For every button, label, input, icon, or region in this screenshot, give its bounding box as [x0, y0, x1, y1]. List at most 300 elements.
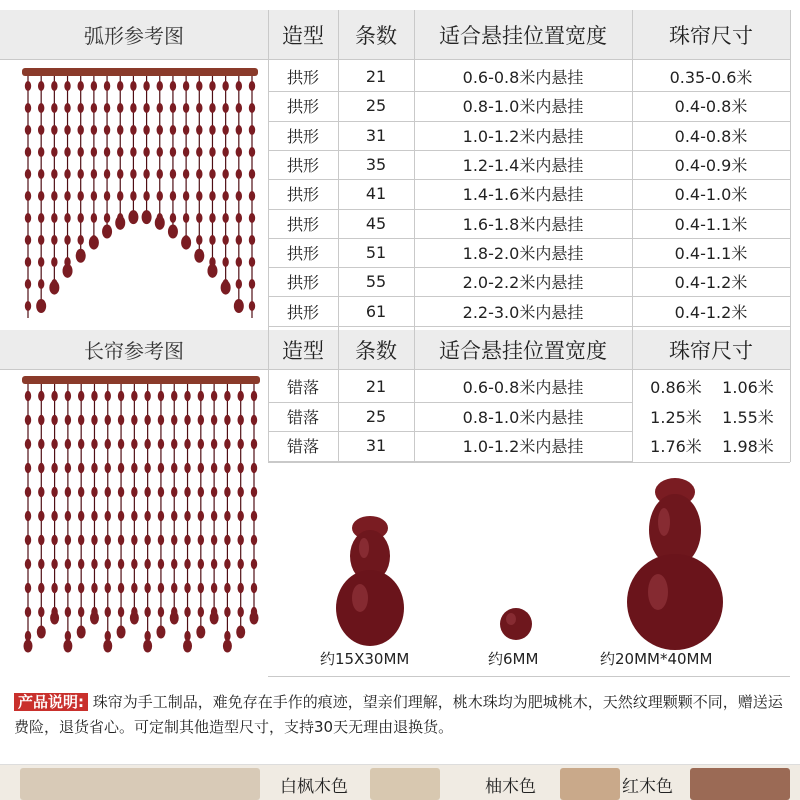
arch-bead — [117, 147, 123, 157]
long-bead — [78, 391, 84, 401]
arch-bead — [91, 103, 97, 113]
arch-row-2-col-2: 25 — [365, 96, 387, 116]
arch-bead — [91, 191, 97, 201]
long-bead — [158, 487, 164, 497]
arch-row-1-col-2: 21 — [365, 67, 387, 87]
arch-bead — [104, 169, 110, 179]
long-row-3-col-1: 错落 — [286, 437, 319, 457]
arch-bead — [249, 103, 255, 113]
arch-bead — [143, 169, 149, 179]
arch-bead — [38, 103, 44, 113]
arch-bead — [38, 257, 44, 267]
arch-bead — [51, 147, 57, 157]
long-row-3-col-2: 31 — [365, 436, 387, 456]
long-bead — [251, 463, 257, 473]
arch-row-6-col-2: 45 — [365, 213, 387, 233]
long-bead — [91, 391, 97, 401]
arch-bead — [64, 191, 70, 201]
large-gourd-bead-image — [620, 474, 730, 652]
arch-end-bead — [142, 210, 152, 224]
arch-row-7-col-1: 拱形 — [286, 243, 319, 263]
long-bead — [158, 607, 164, 617]
arch-bead — [25, 103, 31, 113]
long-bead — [78, 583, 84, 593]
long-bead — [251, 511, 257, 521]
arch-bead — [170, 191, 176, 201]
arch-bead — [25, 279, 31, 289]
arch-bead — [249, 81, 255, 91]
arch-bead — [130, 169, 136, 179]
arch-row-6-col-4: 0.4-1.1米 — [674, 214, 748, 234]
long-bead — [118, 583, 124, 593]
long-bead — [51, 583, 57, 593]
arch-bead — [51, 235, 57, 245]
long-bead — [158, 559, 164, 569]
long-bead — [224, 487, 230, 497]
long-bead — [78, 463, 84, 473]
arch-bead — [170, 103, 176, 113]
arch-end-bead — [155, 216, 165, 230]
arch-bead — [51, 257, 57, 267]
beads-panel-border — [268, 676, 790, 677]
long-bead — [171, 391, 177, 401]
long-row-1-col-1: 错落 — [286, 378, 319, 398]
long-bead — [251, 439, 257, 449]
long-bead — [251, 583, 257, 593]
arch-row-1-col-3: 0.6-0.8米内悬挂 — [462, 68, 584, 88]
arch-bead — [25, 301, 31, 311]
long-row-2-size-2: 1.55米 — [722, 407, 774, 427]
long-bead — [118, 415, 124, 425]
long-bead — [25, 415, 31, 425]
arch-bead — [183, 213, 189, 223]
long-bead — [184, 439, 190, 449]
swatch-redwood — [690, 768, 790, 800]
long-bead — [144, 511, 150, 521]
long-bead — [25, 487, 31, 497]
arch-bead — [143, 103, 149, 113]
arch-row-1-col-4: 0.35-0.6米 — [669, 68, 753, 88]
arch-bead — [236, 235, 242, 245]
long-bead — [131, 559, 137, 569]
long-bead — [131, 487, 137, 497]
long-bead — [65, 415, 71, 425]
arch-row-divider — [268, 326, 790, 327]
arch-bead — [222, 235, 228, 245]
arch-bead — [209, 235, 215, 245]
arch-bead — [196, 235, 202, 245]
long-bead — [158, 583, 164, 593]
long-bead — [131, 583, 137, 593]
arch-row-4-col-2: 35 — [365, 155, 387, 175]
long-bead — [144, 487, 150, 497]
arch-bead — [91, 169, 97, 179]
long-row-1-size-2: 1.06米 — [722, 378, 774, 398]
long-bead — [251, 415, 257, 425]
long-bead — [238, 415, 244, 425]
arch-bead — [249, 169, 255, 179]
arch-bead — [249, 301, 255, 311]
arch-bead — [78, 213, 84, 223]
long-bead — [38, 463, 44, 473]
long-row-3-col-3: 1.0-1.2米内悬挂 — [462, 437, 584, 457]
long-bead — [184, 415, 190, 425]
long-row-1-col-2: 21 — [365, 377, 387, 397]
arch-bead — [25, 81, 31, 91]
arch-bead — [222, 257, 228, 267]
long-row-2-col-3: 0.8-1.0米内悬挂 — [462, 407, 584, 427]
arch-end-bead — [128, 210, 138, 224]
arch-bead — [38, 279, 44, 289]
long-col-divider — [268, 330, 269, 462]
long-bead — [25, 439, 31, 449]
long-end-bead — [250, 612, 259, 625]
arch-row-4-col-3: 1.2-1.4米内悬挂 — [462, 156, 584, 176]
long-bead — [105, 535, 111, 545]
long-bead — [238, 487, 244, 497]
long-end-bead — [90, 612, 99, 625]
arch-bead — [51, 213, 57, 223]
long-bead — [38, 583, 44, 593]
long-bead — [144, 391, 150, 401]
arch-bead — [104, 125, 110, 135]
color-option-teak[interactable]: 柚木色 — [485, 777, 536, 797]
arch-bead — [209, 169, 215, 179]
arch-bead — [143, 81, 149, 91]
long-bead — [105, 511, 111, 521]
long-bead — [251, 559, 257, 569]
long-bead — [158, 439, 164, 449]
long-bead — [91, 439, 97, 449]
long-bead — [198, 559, 204, 569]
swatch-teak — [560, 768, 620, 800]
long-bead — [38, 439, 44, 449]
arch-row-4-col-1: 拱形 — [286, 156, 319, 176]
long-bead — [78, 607, 84, 617]
arch-bead — [91, 125, 97, 135]
long-bead — [198, 391, 204, 401]
long-bead — [238, 559, 244, 569]
color-option-redwood[interactable]: 红木色 — [622, 777, 673, 797]
long-bead — [51, 391, 57, 401]
long-bead — [65, 463, 71, 473]
long-bead — [171, 511, 177, 521]
arch-col-divider — [632, 10, 633, 330]
arch-bead — [64, 169, 70, 179]
arch-bead — [222, 81, 228, 91]
long-end-bead — [143, 640, 152, 653]
arch-bead — [209, 125, 215, 135]
long-bead — [171, 559, 177, 569]
long-bead — [158, 511, 164, 521]
long-bead — [25, 583, 31, 593]
long-bead — [131, 511, 137, 521]
arch-row-7-col-4: 0.4-1.1米 — [674, 243, 748, 263]
long-bead — [238, 391, 244, 401]
arch-bead — [64, 213, 70, 223]
long-bead — [224, 391, 230, 401]
arch-header-count: 条数 — [355, 24, 397, 48]
long-bead — [118, 607, 124, 617]
long-bead — [118, 511, 124, 521]
arch-row-5-col-4: 0.4-1.0米 — [674, 185, 748, 205]
long-bead — [184, 535, 190, 545]
arch-row-6-col-3: 1.6-1.8米内悬挂 — [462, 214, 584, 234]
description-text: 珠帘为手工制品，难免存在手作的痕迹，望亲们理解，桃木珠均为肥城桃木，天然纹理颗颗不同，赠送运费险，退货省心。可定制其他造型尺寸，支持30天无理由退换货。 — [14, 693, 783, 736]
long-bead — [171, 583, 177, 593]
long-bead — [198, 439, 204, 449]
arch-bead — [130, 191, 136, 201]
arch-row-6-col-1: 拱形 — [286, 214, 319, 234]
arch-bead — [249, 125, 255, 135]
long-bead — [198, 607, 204, 617]
long-end-bead — [196, 626, 205, 639]
arch-row-5-col-3: 1.4-1.6米内悬挂 — [462, 185, 584, 205]
arch-bead — [170, 125, 176, 135]
arch-row-3-col-3: 1.0-1.2米内悬挂 — [462, 126, 584, 146]
long-bead — [198, 487, 204, 497]
long-bead — [25, 391, 31, 401]
long-bead — [131, 415, 137, 425]
arch-bead — [170, 169, 176, 179]
arch-bead — [51, 81, 57, 91]
long-header-count: 条数 — [355, 339, 397, 363]
arch-row-3-col-1: 拱形 — [286, 126, 319, 146]
arch-bead — [196, 81, 202, 91]
long-bead — [211, 511, 217, 521]
arch-bead — [25, 235, 31, 245]
arch-bead — [91, 147, 97, 157]
arch-bead — [222, 125, 228, 135]
long-bead — [65, 391, 71, 401]
long-bead — [171, 535, 177, 545]
long-row-2-col-2: 25 — [365, 406, 387, 426]
long-row-2-size-1: 1.25米 — [650, 407, 702, 427]
long-bead — [238, 439, 244, 449]
long-row-1-col-3: 0.6-0.8米内悬挂 — [462, 378, 584, 398]
arch-bead — [157, 191, 163, 201]
arch-end-bead — [194, 249, 204, 263]
arch-col-divider — [790, 10, 791, 330]
long-bead — [51, 487, 57, 497]
long-bead — [38, 607, 44, 617]
color-option-white-maple[interactable]: 白枫木色 — [280, 777, 348, 797]
arch-end-bead — [168, 225, 178, 239]
arch-end-bead — [115, 216, 125, 230]
long-bead — [105, 583, 111, 593]
long-end-bead — [130, 612, 139, 625]
arch-end-bead — [181, 236, 191, 250]
long-bead — [224, 415, 230, 425]
long-section-title: 长帘参考图 — [0, 330, 268, 370]
long-bead — [238, 511, 244, 521]
long-bead — [91, 487, 97, 497]
arch-bead — [64, 147, 70, 157]
long-bead — [144, 463, 150, 473]
arch-bead — [130, 81, 136, 91]
arch-bead — [196, 103, 202, 113]
long-bead — [144, 607, 150, 617]
long-bead — [65, 535, 71, 545]
long-end-bead — [223, 640, 232, 653]
arch-bead — [38, 125, 44, 135]
long-bead — [211, 583, 217, 593]
long-bead — [105, 439, 111, 449]
arch-bead — [51, 169, 57, 179]
arch-bead — [222, 213, 228, 223]
arch-bead — [183, 125, 189, 135]
long-end-bead — [24, 640, 33, 653]
long-curtain-image — [18, 374, 264, 664]
long-bead — [51, 559, 57, 569]
arch-bead — [78, 81, 84, 91]
long-bead — [144, 559, 150, 569]
arch-bead — [117, 169, 123, 179]
long-bead — [238, 583, 244, 593]
arch-bead — [25, 213, 31, 223]
long-bead — [131, 463, 137, 473]
small-bead-caption: 约15X30MM — [320, 650, 410, 668]
long-bead — [224, 439, 230, 449]
long-bead — [38, 511, 44, 521]
arch-bead — [51, 103, 57, 113]
long-bead — [211, 487, 217, 497]
long-bead — [224, 559, 230, 569]
long-header-width: 适合悬挂位置宽度 — [439, 339, 607, 363]
arch-row-8-col-4: 0.4-1.2米 — [674, 273, 748, 293]
arch-bead — [183, 147, 189, 157]
long-row-1-size-1: 0.86米 — [650, 378, 702, 398]
arch-row-9-col-2: 61 — [365, 301, 387, 321]
long-row-3-size-2: 1.98米 — [722, 437, 774, 457]
long-bead — [211, 391, 217, 401]
arch-bead — [143, 125, 149, 135]
long-bead — [184, 559, 190, 569]
arch-bead — [236, 191, 242, 201]
long-bead — [171, 487, 177, 497]
long-bead — [224, 607, 230, 617]
long-bead — [105, 463, 111, 473]
long-header-size: 珠帘尺寸 — [669, 339, 753, 363]
long-bead — [25, 463, 31, 473]
arch-bead — [143, 191, 149, 201]
arch-end-bead — [234, 299, 244, 313]
long-bead — [224, 535, 230, 545]
long-bead — [25, 559, 31, 569]
long-bead — [184, 583, 190, 593]
long-end-bead — [117, 626, 126, 639]
long-bead — [131, 439, 137, 449]
arch-bead — [78, 191, 84, 201]
arch-bead — [25, 125, 31, 135]
small-gourd-bead-image — [330, 508, 410, 648]
long-bead — [158, 463, 164, 473]
arch-row-9-col-4: 0.4-1.2米 — [674, 302, 748, 322]
long-bead — [51, 463, 57, 473]
arch-row-2-col-1: 拱形 — [286, 97, 319, 117]
long-bead — [118, 463, 124, 473]
arch-bead — [236, 147, 242, 157]
arch-bead — [196, 213, 202, 223]
swatch-white-maple — [370, 768, 440, 800]
large-bead-caption: 约20MM*40MM — [600, 650, 713, 668]
long-bead — [238, 607, 244, 617]
arch-end-bead — [102, 225, 112, 239]
arch-col-divider — [414, 10, 415, 330]
arch-bead — [130, 103, 136, 113]
arch-bead — [104, 103, 110, 113]
long-bead — [78, 511, 84, 521]
arch-row-1-col-1: 拱形 — [286, 68, 319, 88]
long-bead — [38, 535, 44, 545]
long-bead — [158, 535, 164, 545]
arch-bead — [25, 169, 31, 179]
long-bead — [184, 463, 190, 473]
arch-bead — [104, 191, 110, 201]
long-bead — [51, 415, 57, 425]
arch-bead — [157, 125, 163, 135]
arch-bead — [104, 147, 110, 157]
arch-bead — [157, 147, 163, 157]
long-bead — [91, 535, 97, 545]
arch-bead — [170, 213, 176, 223]
arch-curtain-image — [18, 64, 262, 318]
arch-bead — [130, 147, 136, 157]
long-bead — [184, 511, 190, 521]
long-bead — [198, 535, 204, 545]
arch-header-size: 珠帘尺寸 — [669, 24, 753, 48]
arch-bead — [249, 191, 255, 201]
long-bead — [171, 463, 177, 473]
long-bead — [131, 391, 137, 401]
arch-bead — [183, 191, 189, 201]
arch-bead — [25, 257, 31, 267]
long-end-bead — [77, 626, 86, 639]
arch-bead — [117, 103, 123, 113]
long-bead — [184, 391, 190, 401]
arch-end-bead — [76, 249, 86, 263]
long-end-bead — [103, 640, 112, 653]
long-bead — [65, 511, 71, 521]
arch-bead — [236, 213, 242, 223]
long-end-bead — [63, 640, 72, 653]
arch-bead — [51, 191, 57, 201]
arch-bead — [78, 147, 84, 157]
arch-bead — [209, 191, 215, 201]
arch-bead — [64, 103, 70, 113]
arch-end-bead — [221, 281, 231, 295]
long-bead — [91, 559, 97, 569]
long-bead — [251, 391, 257, 401]
long-bead — [65, 487, 71, 497]
long-bead — [198, 583, 204, 593]
arch-bead — [236, 125, 242, 135]
long-bead — [25, 511, 31, 521]
arch-bead — [249, 279, 255, 289]
arch-bead — [249, 213, 255, 223]
long-bead — [198, 511, 204, 521]
long-bead — [224, 463, 230, 473]
arch-row-9-col-1: 拱形 — [286, 302, 319, 322]
long-bead — [105, 559, 111, 569]
long-bead — [78, 535, 84, 545]
long-bead — [78, 415, 84, 425]
arch-bead — [38, 169, 44, 179]
arch-bead — [78, 103, 84, 113]
long-bead — [198, 463, 204, 473]
arch-bead — [78, 235, 84, 245]
arch-bead — [196, 191, 202, 201]
